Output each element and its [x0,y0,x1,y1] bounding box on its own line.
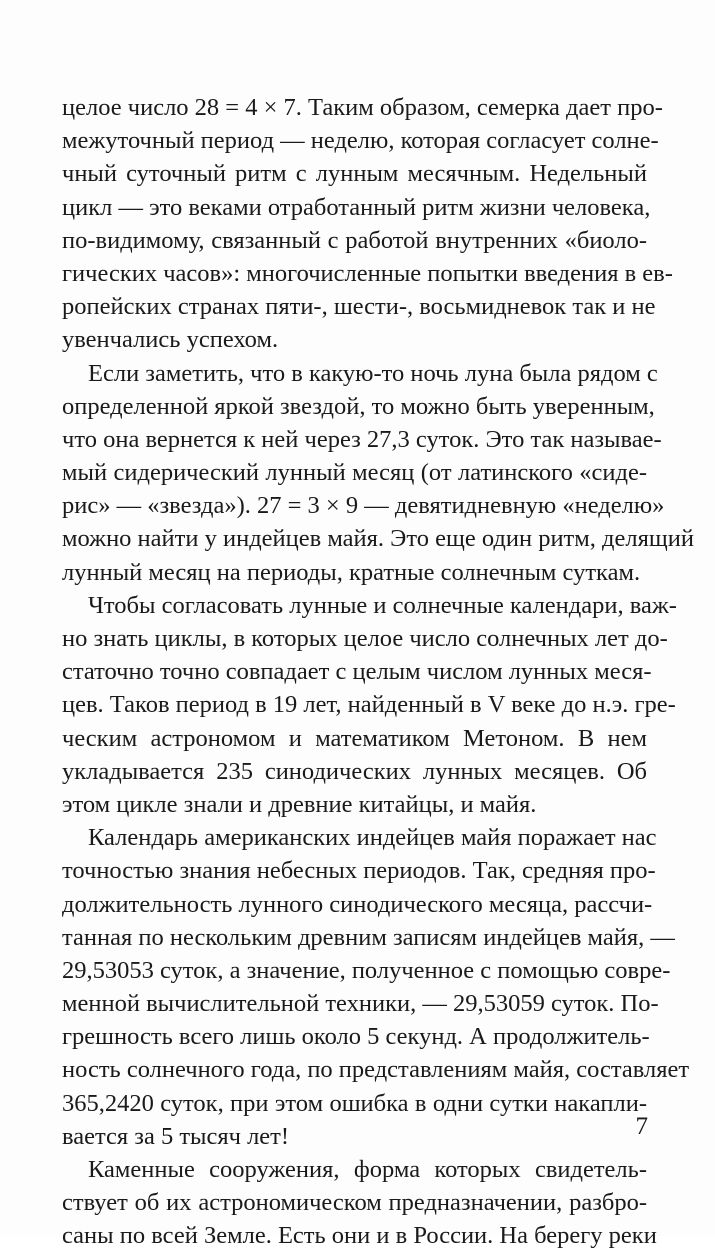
text-line: Каменные сооружения, форма которых свидетель- [88,1156,647,1183]
text-line: ческим астрономом и математиком Метоном. В нем [62,724,647,752]
page-number: 7 [635,1113,648,1140]
text-line: цев. Таков период в 19 лет, найденный в V веке до н.э. гре- [62,691,676,719]
text-line: точностью знания небесных периодов. Так, средняя про- [62,857,656,885]
text-line: вается за 5 тысяч лет! [62,1122,290,1150]
text-line: но знать циклы, в которых целое число солнечных лет до- [62,625,668,652]
text-line: 29,53053 суток, а значение, полученное с помощью совре- [62,956,671,984]
text-line: Если заметить, что в какую-то ночь луна была рядом с [88,359,658,387]
text-line: ность солнечного года, по представлениям майя, составляет [62,1056,690,1084]
body-text [62,91,694,1253]
text-line: ствует об их астрономическом предназначении, разбро- [62,1189,647,1217]
text-line: ропейских странах пяти-, шести-, восьмидневок так и не [62,293,656,321]
text-line: гических часов»: многочисленные попытки введения в ев- [62,259,673,287]
text-line: должительность лунного синодического месяца, рассчи- [62,890,653,918]
text-line: определенной яркой звездой, то можно быть уверенным, [62,392,655,420]
text-line: чный суточный ритм с лунным месячным. Недельный [62,160,647,188]
text-line: рис» — «звезда»). 27 = 3 × 9 — девятидневную «неделю» [62,492,665,520]
text-line: укладывается 235 синодических лунных месяцев. Об [62,757,647,785]
text-line: менной вычислительной техники, — 29,53059 суток. По- [62,990,659,1018]
text-line: что она вернется к ней через 27,3 суток. Это так называе- [62,425,662,453]
text-line: целое число 28 = 4 × 7. Таким образом, семерка дает про- [62,94,663,121]
text-line: статочно точно совпадает с целым числом лунных меся- [62,658,652,686]
text-line: межуточный период — неделю, которая согласует солне- [62,127,659,155]
text-line: лунный месяц на периоды, кратные солнечным суткам. [62,558,641,586]
text-line: этом цикле знали и древние китайцы, и майя. [62,790,537,818]
text-line: увенчались успехом. [62,326,279,354]
text-line: грешность всего лишь около 5 секунд. А продолжитель- [62,1023,650,1051]
text-line: Календарь американских индейцев майя поражает нас [88,824,657,852]
text-line: 365,2420 суток, при этом ошибка в одни сутки накапли- [62,1089,647,1117]
text-line: можно найти у индейцев майя. Это еще один ритм, делящий [62,525,694,553]
text-line: по-видимому, связанный с работой внутренних «биоло- [62,226,647,254]
text-line: танная по нескольким древним записям индейцев майя, — [62,923,675,951]
text-line: Чтобы согласовать лунные и солнечные календари, важ- [88,591,677,619]
text-line: цикл — это веками отработанный ритм жизни человека, [62,193,651,221]
text-line: саны по всей Земле. Есть они и в России. На берегу реки [62,1222,657,1250]
text-line: мый сидерический лунный месяц (от латинского «сиде- [62,459,647,487]
